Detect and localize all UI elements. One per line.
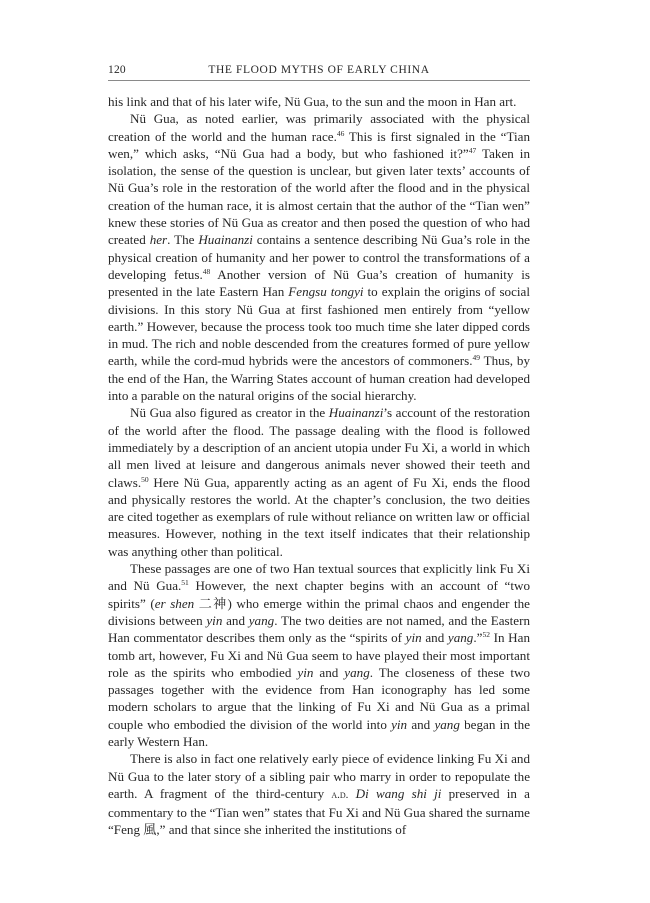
italic-text: Huainanzi: [198, 232, 253, 248]
text-run: began in the early Western Han.: [108, 716, 531, 749]
running-head: [108, 62, 530, 81]
text-run: [348, 786, 355, 801]
footnote-ref: 52: [482, 630, 490, 640]
italic-text: yin: [206, 612, 223, 628]
italic-text: er shen: [154, 595, 195, 611]
text-run: This is first signaled in the “Tian wen,” which asks, “Nü Gua had a body, but who fashioned it?”: [108, 128, 530, 161]
text-run: . The closeness of these two passages together with the evidence from Han iconography has led some modern scholars to argue that the linking of Fu Xi and Nü Gua as a primal couple who embodied the division of the world into: [108, 664, 530, 732]
text-run: and: [313, 664, 345, 680]
footnote-ref: 51: [181, 578, 189, 588]
footnote-ref: 48: [202, 266, 211, 276]
text-run: There is also in fact one relatively early piece of evidence linking Fu Xi and Nü Gua to the later story of a sibling pair who marry in order to repopulate the earth. A fragment of the third-century: [108, 751, 530, 801]
paragraph-2: [108, 110, 530, 404]
italic-text: yang: [248, 612, 275, 628]
italic-text: Di wang shi ji: [355, 785, 442, 801]
text-run: Taken in isolation, the sense of the question is unclear, but given later texts’ accounts of Nü Gua’s role in the restoration of the world after the flood and in the physical creation of the human race, it is almost certain that the author of the “Tian wen” knew these stories of Nü Gua as creator and then posed the question of who had created: [108, 145, 530, 248]
book-page: [108, 62, 530, 839]
text-run: his link and that of his later wife, Nü Gua, to the sun and the moon in Han art.: [108, 94, 517, 109]
page-number: 120: [108, 64, 126, 76]
text-run: . The two deities are not named, and the Eastern Han commentator describes them only as the “spirits of: [108, 612, 530, 646]
italic-text: yin: [297, 664, 314, 680]
text-run: and: [407, 716, 435, 732]
text-run: 二神) who emerge within the primal chaos and engender the divisions between: [108, 595, 530, 628]
italic-text: yang: [434, 716, 460, 732]
text-run: to explain the origins of social divisions. In this story Nü Gua at first fashioned men entirely from “yellow earth.” However, because the process took too much time she later dipped cords in mud. The rich and noble descended from the creatures formed of pure yellow earth, while the cord-mud hybrids were the ancestors of commoners.: [108, 284, 530, 369]
paragraph-1: [108, 93, 530, 110]
italic-text: yin: [405, 630, 422, 646]
text-run: Nü Gua also figured as creator in the: [130, 405, 329, 421]
footnote-ref: 50: [141, 474, 149, 484]
footnote-ref: 46: [336, 128, 345, 138]
text-run: Thus, by the end of the Han, the Warring States account of human creation had developed into a parable on the natural origins of the social hierarchy.: [108, 353, 530, 404]
text-run: contains a sentence describing Nü Gua’s role in the physical creation of humanity and her power to control the transformations of a developing fetus.: [108, 232, 530, 282]
paragraph-4: [108, 560, 530, 750]
text-run: These passages are one of two Han textual sources that explicitly link Fu Xi and Nü Gua.: [108, 561, 530, 594]
italic-text: her: [149, 232, 168, 248]
italic-text: Huainanzi: [328, 405, 384, 421]
text-run: In Han tomb art, however, Fu Xi and Nü Gua seem to have played their most important role as the spirits who embodied: [108, 630, 530, 680]
text-run: Here Nü Gua, apparently acting as an agent of Fu Xi, ends the flood and physically restores the world. At the chapter’s conclusion, the two deities are cited together as exemplars of rule without reliance on written law or official measures. However, nothing in the text itself indicates that their relationship was anything other than political.: [108, 474, 530, 559]
small-caps-text: a.d.: [331, 788, 349, 801]
italic-text: yang: [344, 664, 370, 680]
running-title: THE FLOOD MYTHS OF EARLY CHINA: [208, 64, 430, 76]
text-run: and: [421, 630, 448, 646]
footnote-ref: 47: [468, 145, 477, 155]
text-run: ’s account of the restoration of the world after the flood. The passage dealing with the flood is followed immediately by a description of an ancient utopia under Fu Xi, a world in which all men lived at leisure and dangerous animals never showed their teeth and claws.: [108, 405, 530, 490]
paragraph-5: [108, 750, 530, 838]
text-run: . The: [167, 232, 199, 248]
body-text: [108, 93, 530, 839]
text-run: Another version of Nü Gua’s creation of humanity is presented in the late Eastern Han: [108, 266, 530, 300]
text-run: However, the next chapter begins with an account of “two spirits” (: [108, 578, 530, 611]
italic-text: Fengsu tongyi: [288, 284, 364, 300]
text-run: preserved in a commentary to the “Tian wen” states that Fu Xi and Nü Gua shared the surname “Feng 風,” and that since she inherited the institutions of: [108, 785, 530, 838]
italic-text: yin: [391, 716, 408, 732]
text-run: Nü Gua, as noted earlier, was primarily associated with the physical creation of the world and the human race.: [108, 111, 530, 144]
text-run: and: [222, 612, 249, 628]
paragraph-3: [108, 404, 530, 560]
footnote-ref: 49: [472, 353, 481, 363]
italic-text: yang: [447, 630, 474, 646]
text-run: .”: [473, 630, 483, 646]
